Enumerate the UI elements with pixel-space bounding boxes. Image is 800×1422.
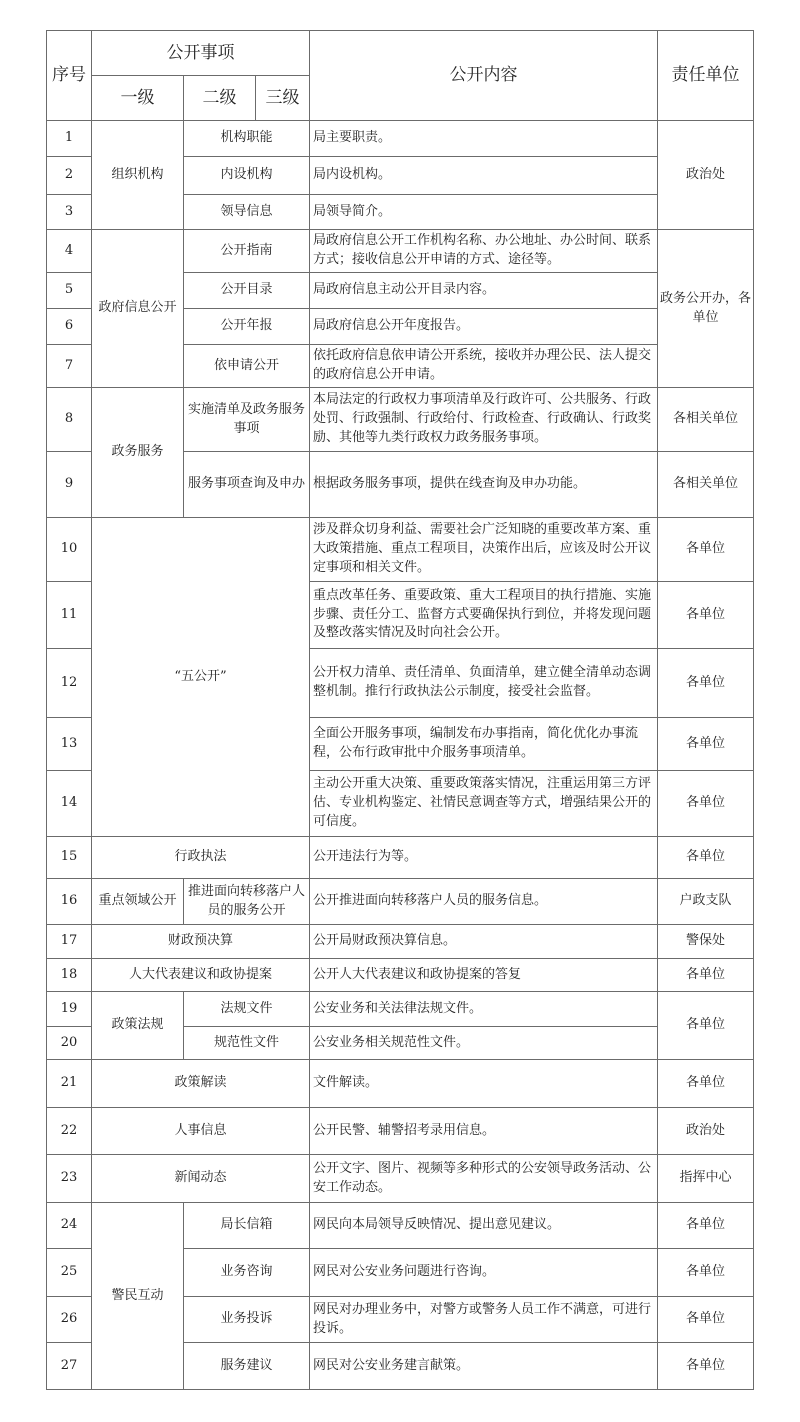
content-cell: 文件解读。 <box>310 1060 658 1108</box>
level2-cell: 服务建议 <box>184 1343 310 1390</box>
content-cell: 公开推进面向转移落户人员的服务信息。 <box>310 879 658 925</box>
unit-cell: 各相关单位 <box>658 452 754 518</box>
unit-cell: 各单位 <box>658 1249 754 1297</box>
content-cell: 主动公开重大决策、重要政策落实情况，注重运用第三方评估、专业机构鉴定、社情民意调查等方式，增强结果公开的可信度。 <box>310 771 658 837</box>
row-number: 12 <box>47 649 92 718</box>
level1-cell: 人大代表建议和政协提案 <box>92 959 310 992</box>
level2-cell: 公开目录 <box>184 273 310 309</box>
unit-cell: 各单位 <box>658 959 754 992</box>
unit-cell: 警保处 <box>658 925 754 959</box>
level2-cell: 内设机构 <box>184 157 310 195</box>
disclosure-table <box>46 30 754 1390</box>
level2-cell: 公开指南 <box>184 230 310 273</box>
level2-cell: 局长信箱 <box>184 1203 310 1249</box>
level1-cell: 政府信息公开 <box>92 230 184 388</box>
unit-cell: 各单位 <box>658 1297 754 1343</box>
content-cell: 公安业务和关法律法规文件。 <box>310 992 658 1027</box>
content-cell: 依托政府信息依申请公开系统，接收并办理公民、法人提交的政府信息公开申请。 <box>310 345 658 388</box>
level2-cell: 业务投诉 <box>184 1297 310 1343</box>
level2-cell: 业务咨询 <box>184 1249 310 1297</box>
row-number: 8 <box>47 388 92 452</box>
unit-cell: 各单位 <box>658 518 754 582</box>
row-number: 17 <box>47 925 92 959</box>
content-cell: 局政府信息主动公开目录内容。 <box>310 273 658 309</box>
level1-cell: 财政预决算 <box>92 925 310 959</box>
row-number: 10 <box>47 518 92 582</box>
unit-cell: 政务公开办，各单位 <box>658 230 754 388</box>
content-cell: 网民对公安业务问题进行咨询。 <box>310 1249 658 1297</box>
row-number: 4 <box>47 230 92 273</box>
row-number: 19 <box>47 992 92 1027</box>
row-number: 13 <box>47 718 92 771</box>
level2-cell: 规范性文件 <box>184 1027 310 1060</box>
table-row <box>47 518 754 582</box>
unit-cell: 各单位 <box>658 1343 754 1390</box>
level1-cell: 政策法规 <box>92 992 184 1060</box>
row-number: 21 <box>47 1060 92 1108</box>
row-number: 3 <box>47 195 92 230</box>
row-number: 14 <box>47 771 92 837</box>
table-row <box>47 992 754 1027</box>
content-cell: 全面公开服务事项，编制发布办事指南，简化优化办事流程，公布行政审批中介服务事项清单。 <box>310 718 658 771</box>
content-cell: 局内设机构。 <box>310 157 658 195</box>
header-seq: 序号 <box>47 31 92 121</box>
content-cell: 公开违法行为等。 <box>310 837 658 879</box>
row-number: 20 <box>47 1027 92 1060</box>
content-cell: 本局法定的行政权力事项清单及行政许可、公共服务、行政处罚、行政强制、行政给付、行政检查、行政确认、行政奖励、其他等九类行政权力政务服务事项。 <box>310 388 658 452</box>
content-cell: 公开权力清单、责任清单、负面清单，建立健全清单动态调整机制。推行行政执法公示制度，接受社会监督。 <box>310 649 658 718</box>
content-cell: 局主要职责。 <box>310 121 658 157</box>
level2-cell: 法规文件 <box>184 992 310 1027</box>
unit-cell: 各单位 <box>658 1060 754 1108</box>
content-cell: 公开民警、辅警招考录用信息。 <box>310 1108 658 1155</box>
unit-cell: 各单位 <box>658 992 754 1060</box>
content-cell: 局政府信息公开年度报告。 <box>310 309 658 345</box>
level2-cell: 实施清单及政务服务事项 <box>184 388 310 452</box>
row-number: 2 <box>47 157 92 195</box>
level1-cell: 行政执法 <box>92 837 310 879</box>
row-number: 25 <box>47 1249 92 1297</box>
level1-cell: “五公开” <box>92 518 310 837</box>
level2-cell: 公开年报 <box>184 309 310 345</box>
unit-cell: 各单位 <box>658 582 754 649</box>
row-number: 15 <box>47 837 92 879</box>
level2-cell: 领导信息 <box>184 195 310 230</box>
content-cell: 公安业务相关规范性文件。 <box>310 1027 658 1060</box>
content-cell: 局政府信息公开工作机构名称、办公地址、办公时间、联系方式；接收信息公开申请的方式、途径等。 <box>310 230 658 273</box>
level2-cell: 服务事项查询及申办 <box>184 452 310 518</box>
table-row <box>47 121 754 157</box>
content-cell: 涉及群众切身利益、需要社会广泛知晓的重要改革方案、重大政策措施、重点工程项目，决策作出后，应该及时公开议定事项和相关文件。 <box>310 518 658 582</box>
content-cell: 公开人大代表建议和政协提案的答复 <box>310 959 658 992</box>
table-row <box>47 837 754 879</box>
unit-cell: 各单位 <box>658 718 754 771</box>
table-row <box>47 1203 754 1249</box>
content-cell: 网民对公安业务建言献策。 <box>310 1343 658 1390</box>
row-number: 22 <box>47 1108 92 1155</box>
unit-cell: 户政支队 <box>658 879 754 925</box>
table-row <box>47 1060 754 1108</box>
table-row <box>47 230 754 273</box>
level1-cell: 新闻动态 <box>92 1155 310 1203</box>
level1-cell: 人事信息 <box>92 1108 310 1155</box>
row-number: 16 <box>47 879 92 925</box>
header-level2: 二级 <box>184 76 256 121</box>
row-number: 1 <box>47 121 92 157</box>
unit-cell: 指挥中心 <box>658 1155 754 1203</box>
content-cell: 网民向本局领导反映情况、提出意见建议。 <box>310 1203 658 1249</box>
content-cell: 根据政务服务事项，提供在线查询及申办功能。 <box>310 452 658 518</box>
row-number: 24 <box>47 1203 92 1249</box>
content-cell: 网民对办理业务中，对警方或警务人员工作不满意，可进行投诉。 <box>310 1297 658 1343</box>
table-row <box>47 959 754 992</box>
header-content: 公开内容 <box>310 31 658 121</box>
level1-cell: 重点领域公开 <box>92 879 184 925</box>
row-number: 6 <box>47 309 92 345</box>
level2-cell: 依申请公开 <box>184 345 310 388</box>
row-number: 7 <box>47 345 92 388</box>
row-number: 11 <box>47 582 92 649</box>
header-level1: 一级 <box>92 76 184 121</box>
unit-cell: 各相关单位 <box>658 388 754 452</box>
row-number: 26 <box>47 1297 92 1343</box>
table-row <box>47 1155 754 1203</box>
unit-cell: 各单位 <box>658 837 754 879</box>
content-cell: 公开局财政预决算信息。 <box>310 925 658 959</box>
table-row <box>47 388 754 452</box>
content-cell: 公开文字、图片、视频等多种形式的公安领导政务活动、公安工作动态。 <box>310 1155 658 1203</box>
level1-cell: 警民互动 <box>92 1203 184 1390</box>
unit-cell: 政治处 <box>658 1108 754 1155</box>
table-row <box>47 1108 754 1155</box>
row-number: 5 <box>47 273 92 309</box>
unit-cell: 各单位 <box>658 1203 754 1249</box>
unit-cell: 政治处 <box>658 121 754 230</box>
row-number: 23 <box>47 1155 92 1203</box>
content-cell: 重点改革任务、重要政策、重大工程项目的执行措施、实施步骤、责任分工、监督方式要确保执行到位，并将发现问题及整改落实情况及时向社会公开。 <box>310 582 658 649</box>
level1-cell: 政务服务 <box>92 388 184 518</box>
unit-cell: 各单位 <box>658 771 754 837</box>
header-public-item: 公开事项 <box>92 31 310 76</box>
table-row <box>47 925 754 959</box>
header-level3: 三级 <box>256 76 310 121</box>
content-cell: 局领导简介。 <box>310 195 658 230</box>
unit-cell: 各单位 <box>658 649 754 718</box>
table-row <box>47 879 754 925</box>
level2-cell: 机构职能 <box>184 121 310 157</box>
header-unit: 责任单位 <box>658 31 754 121</box>
level2-cell: 推进面向转移落户人员的服务公开 <box>184 879 310 925</box>
row-number: 9 <box>47 452 92 518</box>
row-number: 27 <box>47 1343 92 1390</box>
level1-cell: 政策解读 <box>92 1060 310 1108</box>
level1-cell: 组织机构 <box>92 121 184 230</box>
row-number: 18 <box>47 959 92 992</box>
